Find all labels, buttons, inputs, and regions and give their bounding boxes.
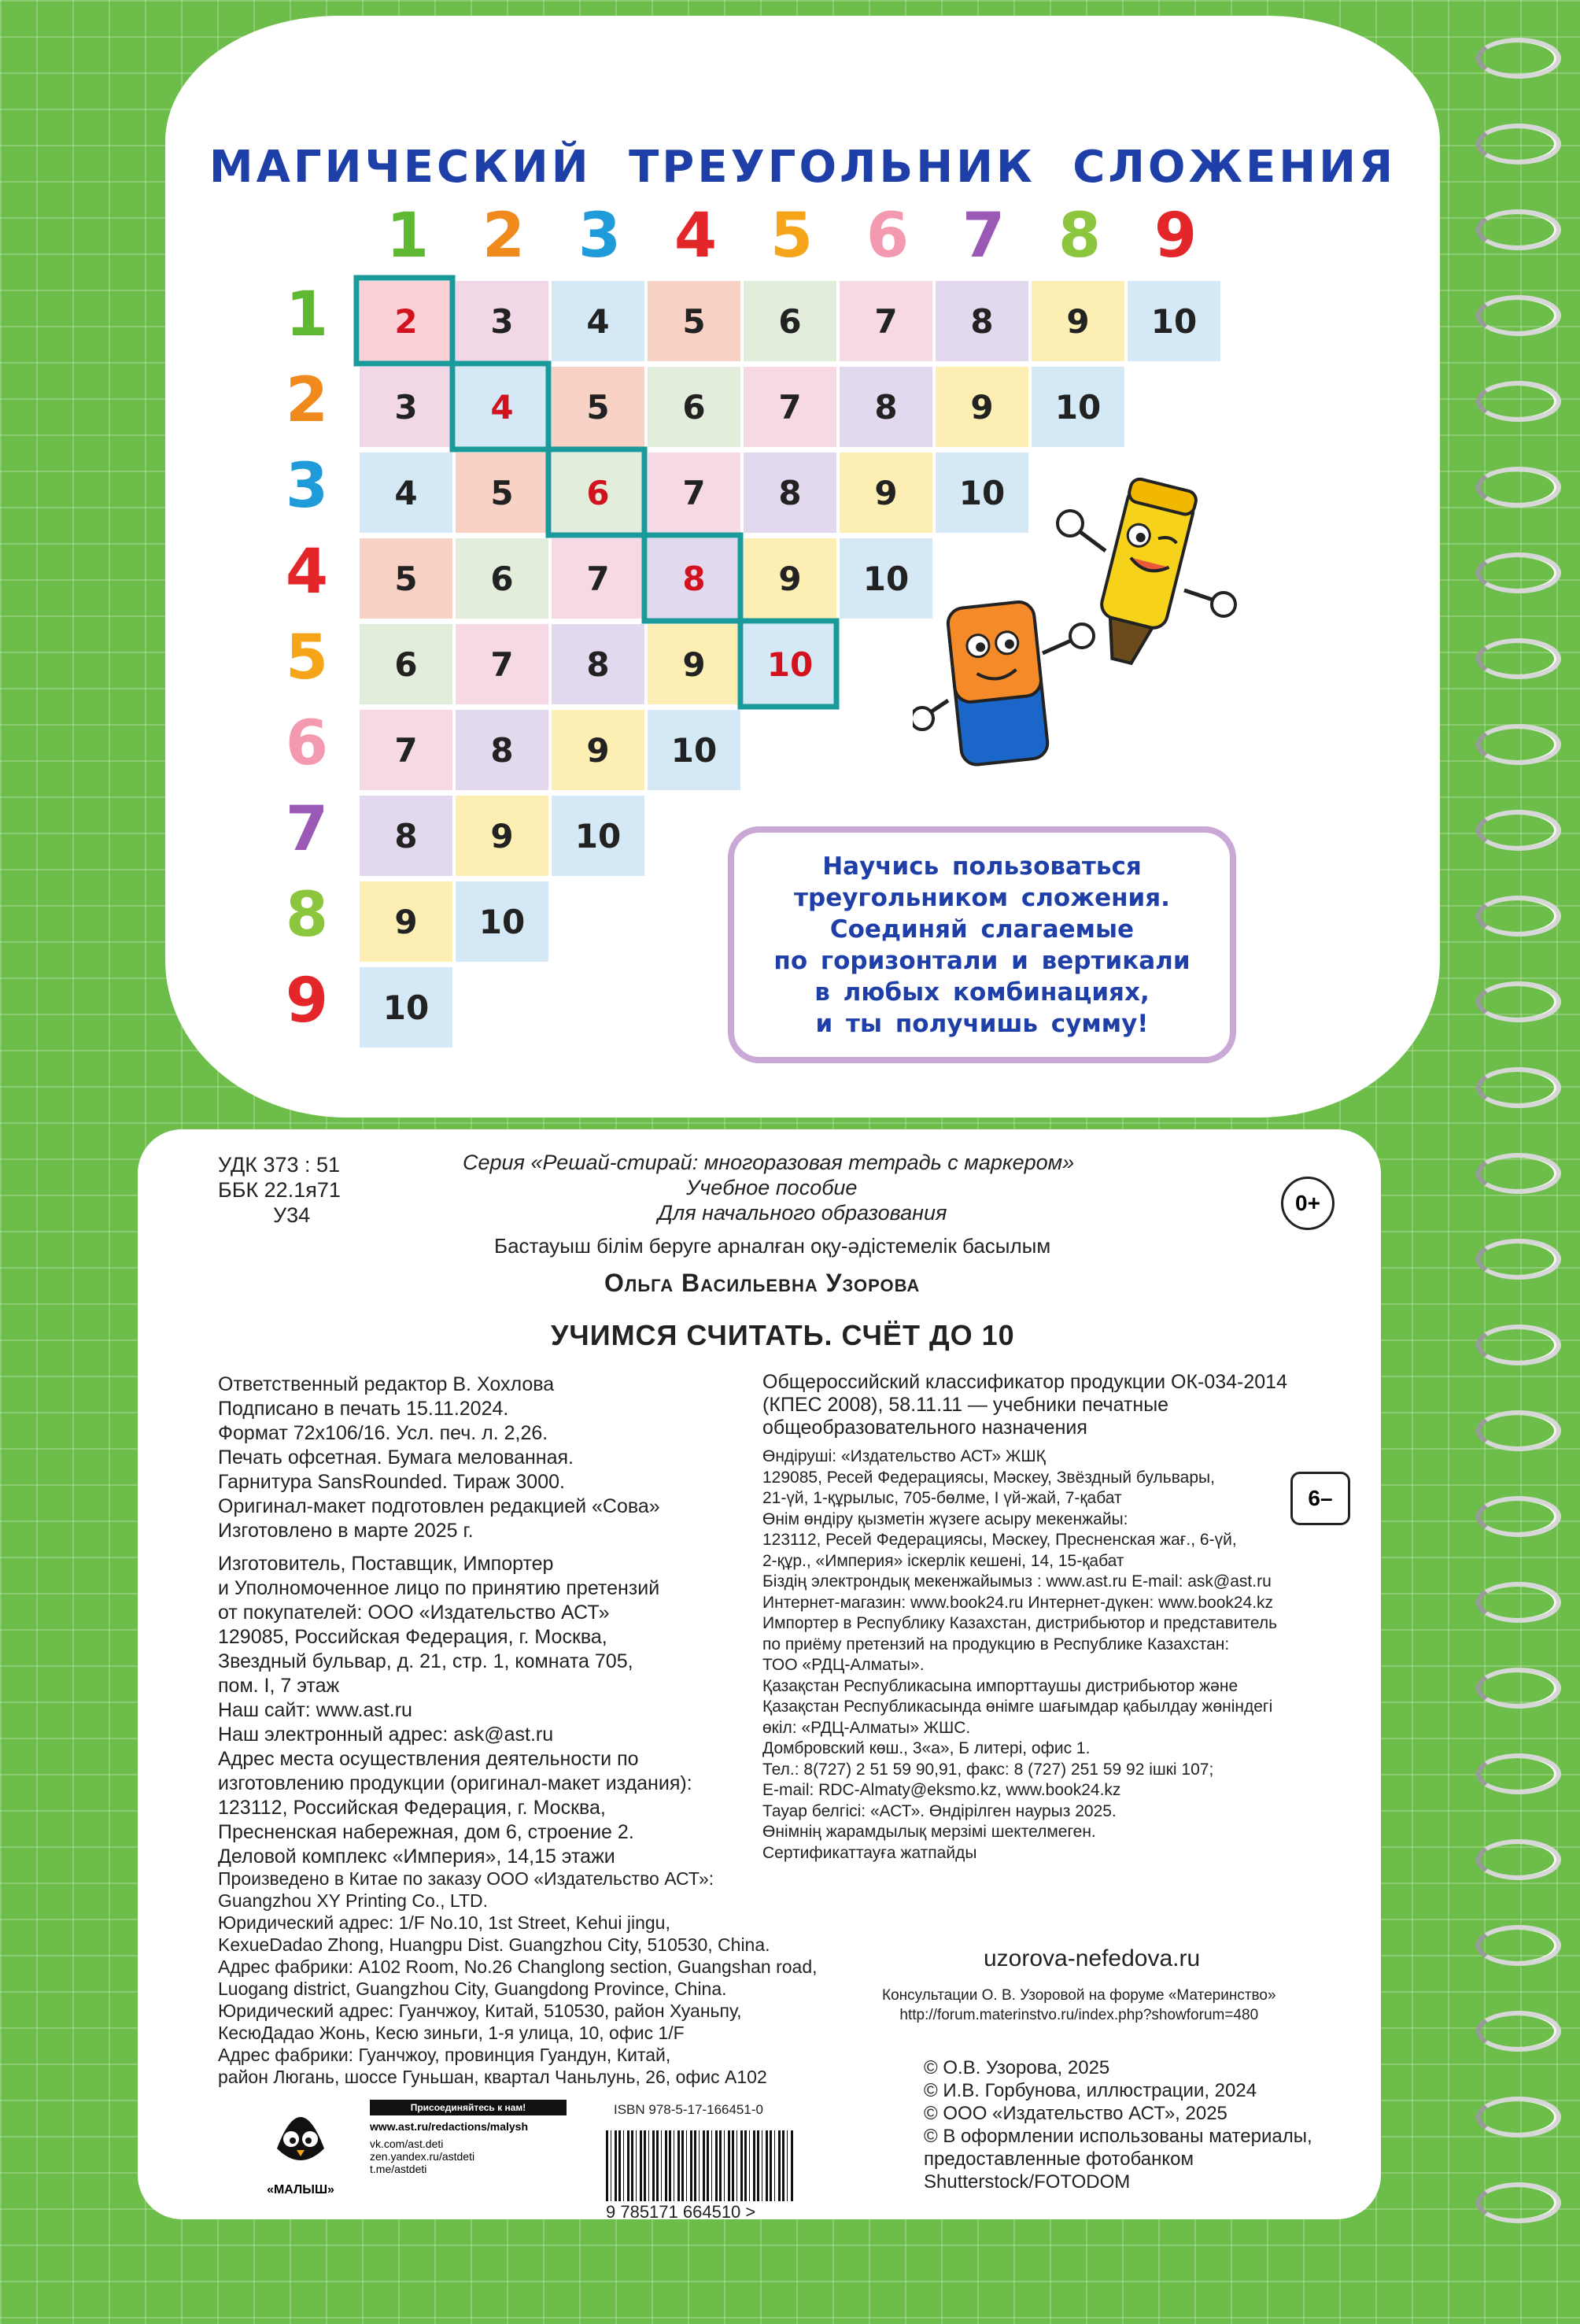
info-text: Научись пользоваться треугольником сложения. Соединяй слагаемые по горизонтали и вертикали в любых комбинациях, и ты получишь сумму! (773, 852, 1191, 1038)
triangle-cell: 9 (456, 796, 548, 876)
triangle-cell: 7 (360, 710, 452, 790)
triangle-cell: 5 (552, 367, 644, 447)
production-details: Ответственный редактор В. Хохлова Подписано в печать 15.11.2024. Формат 72x106/16. Усл. печ. л. 2,26. Печать офсетная. Бумага мелованная. Гарнитура SansRounded. Тираж 3000. Оригинал-макет подготовлен редакцией «Сова» Изготовлено в марте 2025 г. (218, 1373, 660, 1542)
triangle-cell: 6 (744, 281, 836, 361)
triangle-cell: 4 (456, 367, 548, 447)
column-number: 2 (482, 201, 526, 272)
age-rating-badge: 0+ (1281, 1177, 1335, 1230)
row-number: 6 (285, 708, 329, 779)
triangle-cell: 2 (360, 281, 452, 361)
product-classifier: Общероссийский классификатор продукции ОК-034-2014 (КПЕС 2008), 58.11.11 — учебники печатные общеобразовательного назначения (762, 1371, 1287, 1439)
social-url[interactable]: www.ast.ru/redactions/malysh (370, 2120, 528, 2133)
triangle-cell: 10 (552, 796, 644, 876)
triangle-cell: 5 (456, 453, 548, 533)
barcode (606, 2130, 795, 2201)
triangle-cell: 5 (648, 281, 740, 361)
website: uzorova-nefedova.ru (984, 1945, 1201, 1971)
triangle-cell: 8 (456, 710, 548, 790)
triangle-cell: 3 (456, 281, 548, 361)
column-number: 9 (1154, 201, 1198, 272)
triangle-cell: 8 (552, 624, 644, 704)
triangle-cell: 8 (648, 538, 740, 619)
isbn: ISBN 978-5-17-166451-0 (614, 2102, 763, 2117)
row-number: 3 (285, 451, 329, 522)
row-number: 5 (285, 623, 329, 693)
barcode-number: 9 785171 664510 > (606, 2202, 756, 2222)
row-number: 1 (285, 279, 329, 350)
social-link-vk[interactable]: vk.com/ast.deti (370, 2137, 444, 2150)
row-number: 7 (285, 794, 329, 865)
china-production: Произведено в Китае по заказу ООО «Издательство АСТ»: Guangzhou XY Printing Co., LTD. Юридический адрес: 1/F No.10, 1st Street, Kehui jingu, KexueDadao Zhong, Huangpu Dist. Guangzhou City, 510530, China. Адрес фабрики: A102 Room, No.26 Changlong section, Guangshan road, Luogang district, Guangzhou City, Guangdong Province, China. Юридический адрес: Гуанчжоу, Китай, 510530, район Хуаньпу, КесюДадао Жонь, Кесю зиньги, 1-я улица, 10, офис 1/F Адрес фабрики: Гуанчжоу, провинция Гуандун, Китай, район Люгань, шоссе Гуньшан, квартал Чаньлунь, 26, офис A102 (218, 1868, 818, 2087)
triangle-cell: 4 (360, 453, 452, 533)
page-title: МАГИЧЕСКИЙ ТРЕУГОЛЬНИК СЛОЖЕНИЯ (209, 142, 1397, 193)
book-title: УЧИМСЯ СЧИТАТЬ. СЧЁТ ДО 10 (551, 1319, 1015, 1351)
education-level: Для начального образования (658, 1201, 947, 1225)
triangle-cell: 9 (936, 367, 1028, 447)
copyright: © О.В. Узорова, 2025 © И.В. Горбунова, иллюстрации, 2024 © ООО «Издательство АСТ», 2025 © В оформлении использованы материалы, предоставленные фотобанком Shutterstock/FOTODOM (924, 2057, 1312, 2193)
series: Серия «Решай-стирай: многоразовая тетрадь с маркером» (463, 1151, 1075, 1174)
author: Ольга Васильевна Узорова (604, 1269, 921, 1297)
triangle-cell: 6 (552, 453, 644, 533)
mascots-illustration (913, 456, 1267, 795)
row-number: 2 (285, 365, 329, 436)
triangle-cell: 7 (744, 367, 836, 447)
triangle-cell: 8 (936, 281, 1028, 361)
kz-imprint: Өндіруші: «Издательство АСТ» ЖШҚ 129085, Ресей Федерациясы, Мәскеу, Звёздный бульвары, 21-үй, 1-құрылыс, 705-бөлме, I үй-жай, 7-қабат Өнім өндіру қызметін жүзеге асыру мекенжайы: 123112, Ресей Федерациясы, Мәскеу, Пресненская жағ., 6-үй, 2-құр., «Империя» іскерлік кешені, 14, 15-қабат Біздің электрондық мекенжайымыз : www.ast.ru E-mail: ask@ast.ru Интернет-магазин: www.book24.ru Интернет-дүкен: www.book24.kz Импортер в Республику Казахстан, дистрибьютор и представитель по приёму претензий на продукцию в Республике Казахстан: ТОО «РДЦ-Алматы». Қазақстан Республикасына импорттаушы дистрибьютор және Қазақстан Республикасында өнімге шағымдар қабылдау жөніндегі өкіл: «РДЦ-Алматы» ЖШС. Домбровский көш., 3«а», Б литері, офис 1. Тел.: 8(727) 2 51 59 90,91, факс: 8 (727) 251 59 92 ішкі 107; E-mail: RDC-Almaty@eksmo.kz, www.book24.kz Тауар белгісі: «АСТ». Өндірілген наурыз 2025. Өнімнің жарамдылық мерзімі шектелмеген. Сертификаттауға жатпайды (762, 1447, 1278, 1862)
row-number: 8 (285, 880, 329, 951)
row-number: 4 (285, 537, 329, 608)
marker-character (1089, 477, 1198, 669)
triangle-cell: 6 (456, 538, 548, 619)
age-rating-6: 6– (1290, 1472, 1350, 1525)
triangle-cell: 8 (744, 453, 836, 533)
triangle-cell: 10 (936, 453, 1028, 533)
column-number: 1 (386, 201, 430, 272)
triangle-cell: 8 (840, 367, 932, 447)
social-link-zen[interactable]: zen.yandex.ru/astdeti (370, 2150, 475, 2163)
triangle-cell: 9 (360, 881, 452, 962)
code: У34 (273, 1203, 311, 1227)
social-link-telegram[interactable]: t.me/astdeti (370, 2163, 427, 2175)
kz-note: Бастауыш білім беруге арналған оқу-әдістемелік басылым (494, 1234, 1051, 1258)
logo-text: «МАЛЫШ» (267, 2183, 334, 2197)
bbk: ББК 22.1я71 (218, 1178, 341, 1202)
triangle-cell: 10 (456, 881, 548, 962)
triangle-cell: 7 (552, 538, 644, 619)
triangle-cell: 10 (1128, 281, 1220, 361)
triangle-cell: 9 (744, 538, 836, 619)
triangle-cell: 10 (840, 538, 932, 619)
triangle-cell: 10 (648, 710, 740, 790)
info-box (728, 826, 1236, 1063)
column-number: 7 (962, 201, 1006, 272)
triangle-cell: 4 (552, 281, 644, 361)
diagonal-path (356, 278, 836, 707)
row-number: 9 (285, 966, 329, 1036)
book-type: Учебное пособие (686, 1176, 858, 1199)
eraser-character (947, 600, 1049, 766)
column-number: 4 (674, 201, 718, 272)
triangle-cell: 10 (1032, 367, 1124, 447)
triangle-cell: 7 (648, 453, 740, 533)
manufacturer-details: Изготовитель, Поставщик, Импортер и Уполномоченное лицо по принятию претензий от покупателей: ООО «Издательство АСТ» 129085, Российская Федерация, г. Москва, Звездный бульвар, д. 21, стр. 1, комната 705, пом. I, 7 этаж Наш сайт: www.ast.ru Наш электронный адрес: ask@ast.ru Адрес места осуществления деятельности по изготовлению продукции (оригинал-макет издания): 123112, Российская Федерация, г. Москва, Пресненская набережная, дом 6, строение 2. Деловой комплекс «Империя», 14,15 этажи (218, 1553, 692, 1868)
triangle-cell: 10 (744, 624, 836, 704)
column-number: 6 (866, 201, 910, 272)
udk: УДК 373 : 51 (218, 1153, 341, 1177)
triangle-cell: 6 (648, 367, 740, 447)
triangle-cell: 7 (456, 624, 548, 704)
triangle-cell: 3 (360, 367, 452, 447)
triangle-cell: 9 (648, 624, 740, 704)
triangle-cell: 8 (360, 796, 452, 876)
social-block (370, 2100, 567, 2175)
triangle-cell: 6 (360, 624, 452, 704)
column-number: 3 (578, 201, 622, 272)
publisher-logo (253, 2093, 348, 2204)
triangle-cell: 9 (1032, 281, 1124, 361)
triangle-cell: 9 (552, 710, 644, 790)
column-number: 5 (770, 201, 814, 272)
triangle-cell: 10 (360, 967, 452, 1047)
triangle-cell: 7 (840, 281, 932, 361)
triangle-cell: 5 (360, 538, 452, 619)
triangle-cell: 9 (840, 453, 932, 533)
forum-info: Консультации О. В. Узоровой на форуме «Материнство» http://forum.materinstvo.ru/index.php?showforum=480 (882, 1987, 1276, 2023)
column-number: 8 (1058, 201, 1102, 272)
join-us: Присоединяйтесь к нам! (370, 2100, 567, 2115)
